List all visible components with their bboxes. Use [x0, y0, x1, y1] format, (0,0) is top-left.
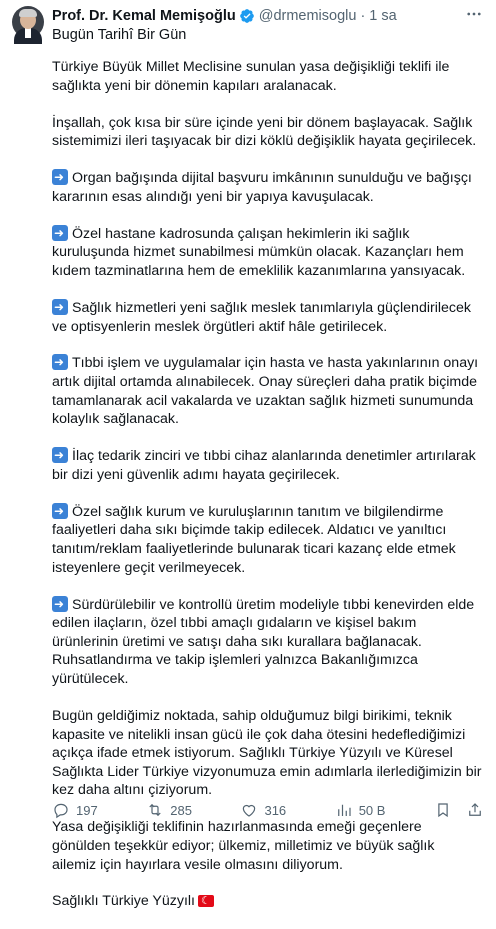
view-count: 50 B	[358, 802, 386, 818]
paragraph-intro: Türkiye Büyük Millet Meclisine sunulan yasa değişikliği teklifi ile sağlıkta yeni bir dönemin kapıları aralanacak.	[52, 59, 450, 94]
tweet-subtitle: Bugün Tarihî Bir Gün	[52, 27, 187, 43]
bullet-text: Sağlık hizmetleri yeni sağlık meslek tanımlarıyla güçlendirilecek ve optisyenlerin meslek örgütleri aktif hâle getirilecek.	[52, 299, 471, 335]
bookmark-icon	[434, 801, 452, 819]
tweet-header	[52, 6, 484, 26]
heart-icon	[240, 801, 258, 819]
right-arrow-icon	[52, 447, 68, 463]
bullet-text: Özel hastane kadrosunda çalışan hekimlerin iki sağlık kuruluşunda hizmet sunabilmesi mümkün olacak. Kazançları hem kıdem tazminatlarına hem de emeklilik kazanımlarına yansıyacak.	[52, 225, 466, 279]
bullet-text: Organ bağışında dijital başvuru imkânının sunulduğu ve bağışçı kararının esas alındığı yeni bir yapıya kavuşulacak.	[52, 170, 472, 205]
turkey-flag-icon	[198, 895, 214, 907]
reply-count: 197	[76, 802, 98, 818]
like-button[interactable]	[240, 801, 286, 819]
repost-button[interactable]	[146, 801, 192, 819]
bullet-private-hospital	[52, 225, 482, 281]
closing-text: Sağlıklı Türkiye Yüzyılı	[52, 893, 195, 910]
paragraph-thanks: Yasa değişikliği teklifinin hazırlanmasında emeği geçenlere gönülden teşekkür ediyor; ülkemiz, milletimiz ve büyük sağlık ailemiz için hayırlara vesile olmasını diliyorum.	[52, 819, 435, 873]
verified-badge-icon	[239, 8, 255, 24]
separator: ·	[360, 8, 366, 24]
more-options-icon[interactable]	[464, 4, 484, 24]
bookmark-button[interactable]	[434, 801, 452, 819]
avatar-hair	[19, 9, 37, 17]
bullet-text: İlaç tedarik zinciri ve tıbbi cihaz alanlarında denetimler artırılarak bir dizi yeni güvenlik adımı hayata geçirilecek.	[52, 448, 476, 483]
repost-icon	[146, 801, 164, 819]
more-dots-svg	[465, 5, 483, 23]
right-arrow-icon	[52, 225, 68, 241]
right-arrow-icon	[52, 299, 68, 315]
paragraph-vision: Bugün geldiğimiz noktada, sahip olduğumuz bilgi birikimi, teknik kapasite ve nitelikli insan gücü ile çok daha ötesini hedeflediğimizi açıkça ifade etmek istiyorum. Sağlıklı Türkiye Yüzyılı ve Küresel Sağlıkta Lider Türkiye vizyonumuza emin adımlarla ilerlediğimizin bir kez daha altını çiziyorum.	[52, 707, 482, 799]
bullet-text: Tıbbi işlem ve uygulamalar için hasta ve hasta yakınlarının onayı artık dijital ortamda alınabilecek. Onay süreçleri daha pratik biçimde tamamlanarak acil vakalarda ve uzaktan sağlık hizmeti sunumunda kolaylık sağlanacak.	[52, 355, 479, 428]
share-button[interactable]	[466, 801, 484, 819]
bullet-drug-supply	[52, 447, 482, 484]
views-icon	[335, 801, 353, 819]
paragraph-new-era: İnşallah, çok kısa bir süre içinde yeni bir dönem başlayacak. Sağlık sistemimizi ileri taşıyacak bir dizi köklü değişiklik hayata geçirilecek.	[52, 114, 477, 150]
bullet-organ-donation	[52, 169, 482, 206]
action-bar	[52, 800, 484, 820]
repost-count: 285	[170, 802, 192, 818]
paragraph-closing	[52, 892, 482, 911]
avatar-shirt	[25, 28, 31, 38]
right-arrow-icon	[52, 169, 68, 185]
bullet-digital-consent	[52, 354, 482, 428]
right-arrow-icon	[52, 596, 68, 612]
bullet-advertising	[52, 503, 482, 577]
bullet-text: Özel sağlık kurum ve kuruluşlarının tanıtım ve bilgilendirme faaliyetleri daha sıkı biçimde takip edilecek. Aldatıcı ve yanıltıcı tanıtım/reklam faaliyetlerinde bulunarak ticari kazanç elde etmek isteyenlere geçit verilmeyecek.	[52, 503, 456, 576]
views-button[interactable]	[335, 801, 386, 819]
secondary-actions	[434, 801, 484, 819]
right-arrow-icon	[52, 354, 68, 370]
reply-icon	[52, 801, 70, 819]
tweet-body	[52, 58, 482, 929]
reply-button[interactable]	[52, 801, 98, 819]
like-count: 316	[264, 802, 287, 818]
bullet-health-professions	[52, 299, 482, 336]
avatar[interactable]	[12, 6, 44, 38]
author-name[interactable]: Prof. Dr. Kemal Memişoğlu	[52, 8, 236, 24]
share-icon	[466, 801, 484, 819]
bullet-cannabis	[52, 596, 482, 689]
bullet-text: Sürdürülebilir ve kontrollü üretim modeliyle tıbbi kenevirden elde edilen ilaçların, özel tıbbi amaçlı gıdaların ve kişisel bakım ürünlerinin üretimi ve satışı daha sıkı kurallara bağlanacak. Ruhsatlandırma ve takip işlemleri yalnızca Bakanlığımızca yürütülecek.	[52, 596, 475, 687]
timestamp[interactable]: 1 sa	[369, 8, 397, 24]
right-arrow-icon	[52, 503, 68, 519]
author-handle[interactable]: @drmemisoglu	[258, 8, 357, 24]
